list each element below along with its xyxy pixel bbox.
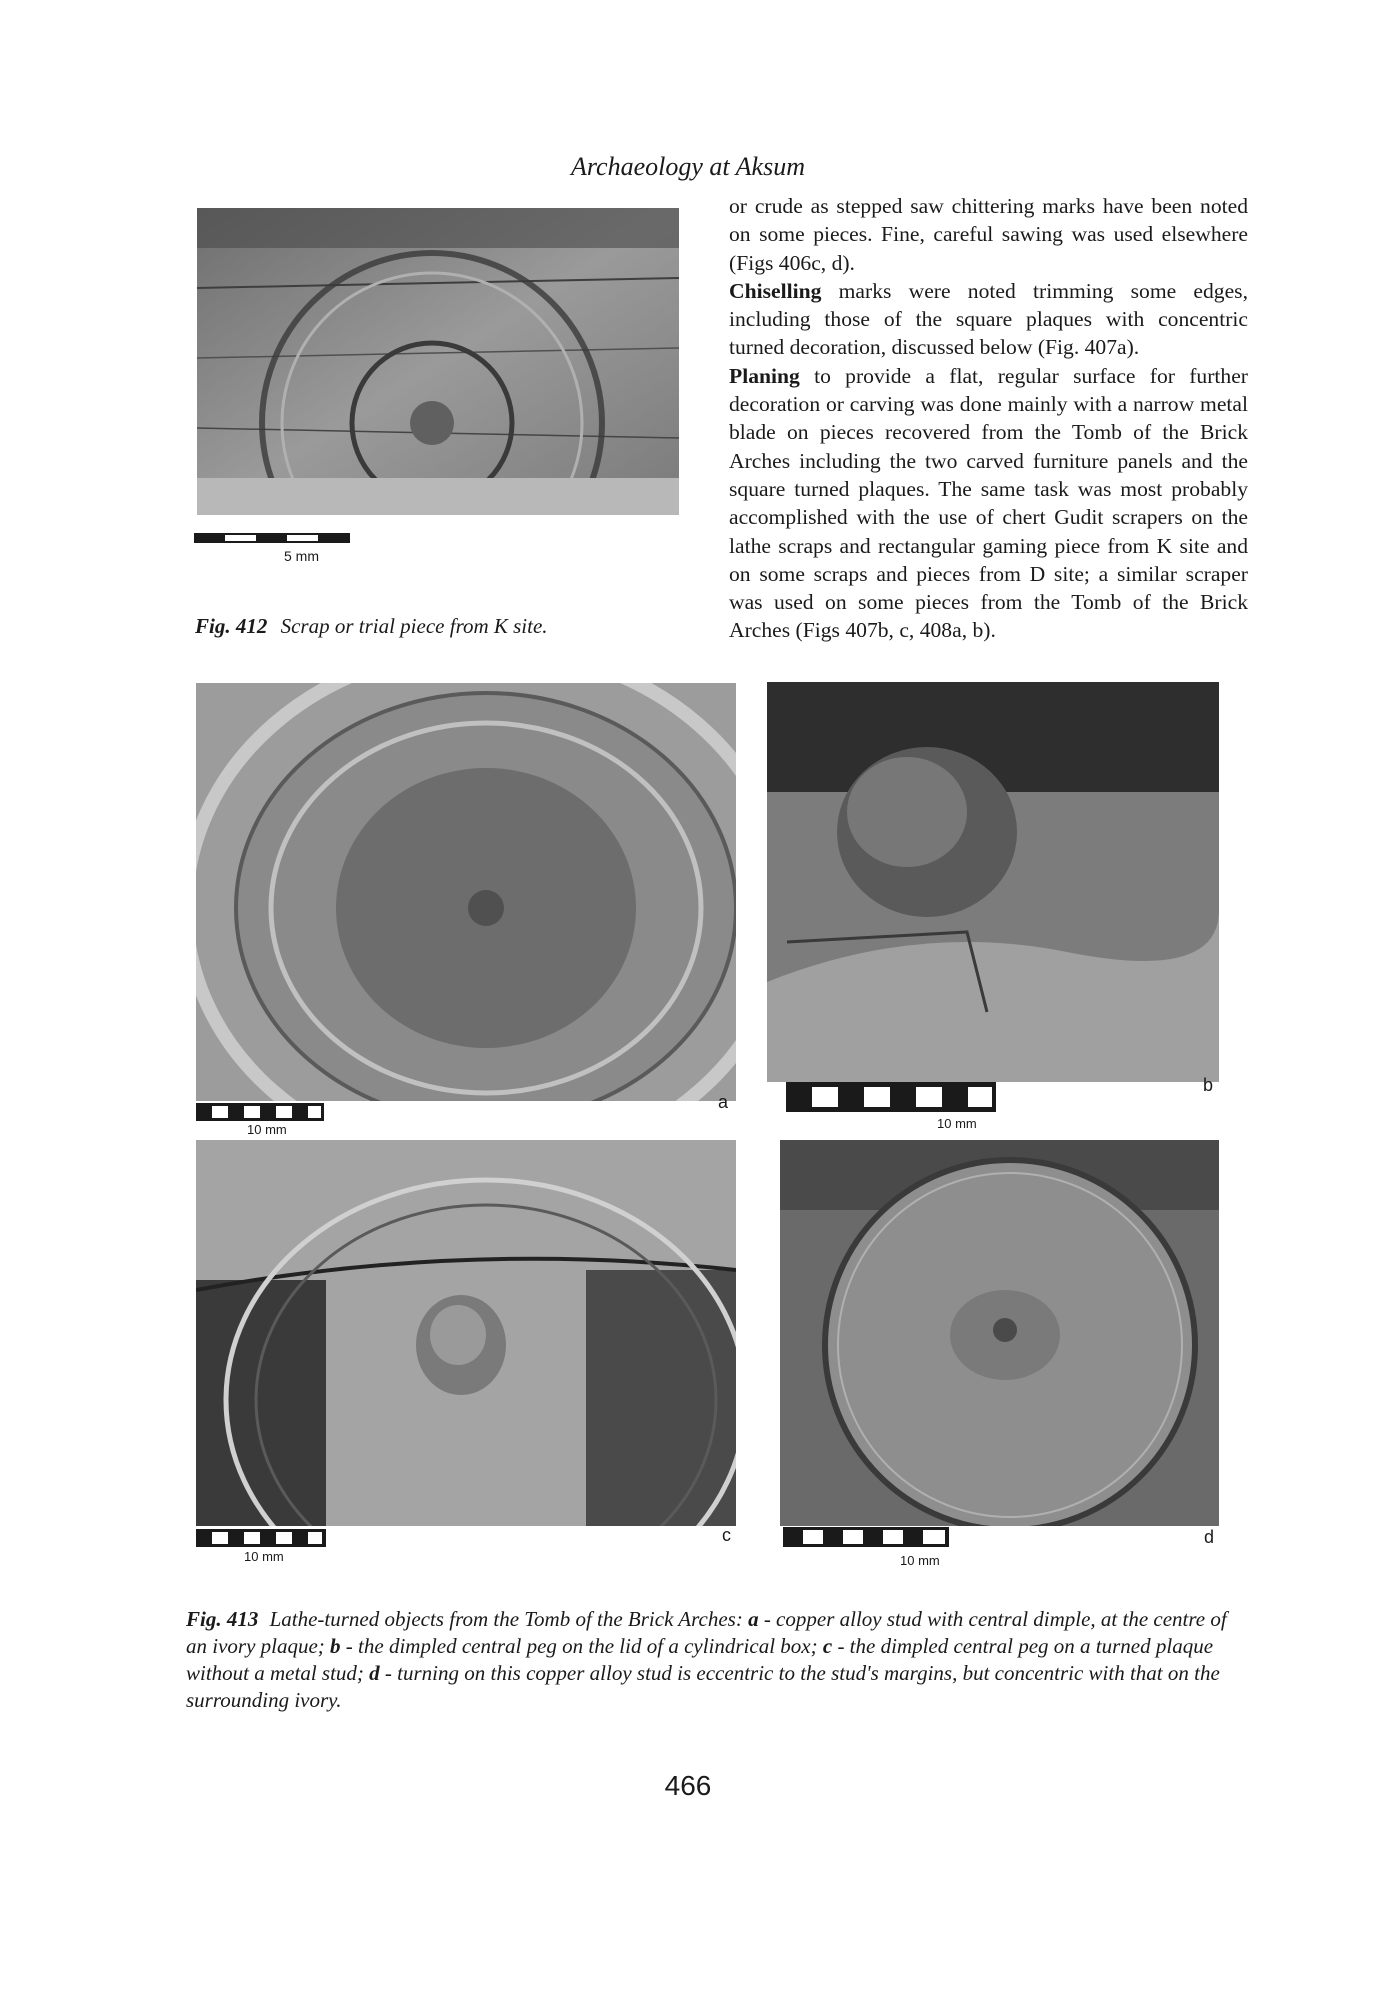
fig-413-d-scale-bar xyxy=(783,1527,949,1547)
chiselling-text: marks were noted trimming some edges, including those of the square plaques with concentric turned decoration, discussed below (Fig. 407a). xyxy=(729,278,1248,360)
fig-413-b-scale-label: 10 mm xyxy=(937,1116,977,1131)
fig-413-photo-d xyxy=(780,1140,1219,1526)
fig-413-panel-letter-d: d xyxy=(1204,1527,1215,1547)
caption-item-b: - the dimpled central peg on the lid of a cylindrical box; xyxy=(340,1634,823,1658)
fig-413-photo-b xyxy=(767,682,1219,1082)
fig-413-caption xyxy=(186,1606,1252,1714)
fig-413-photo-a xyxy=(196,683,736,1101)
caption-letter-c: c xyxy=(822,1634,833,1658)
fig-413-photo-c xyxy=(196,1140,736,1526)
fig-412-number: Fig. 412 xyxy=(195,614,268,638)
fig-412-photo xyxy=(197,208,679,515)
fig-413-panel-letter-a: a xyxy=(718,1092,729,1112)
fig-413-a-scale-label: 10 mm xyxy=(247,1122,287,1137)
fig-413-c-scale-label: 10 mm xyxy=(244,1549,284,1564)
fig-413-panel-letter-c: c xyxy=(722,1525,731,1545)
fig-412-scale-bar xyxy=(194,533,350,543)
fig-412-scale-label: 5 mm xyxy=(284,548,319,564)
fig-413-a-scale-bar xyxy=(196,1103,324,1121)
body-paragraph-planing xyxy=(729,362,1248,645)
term-planing: Planing xyxy=(729,363,800,388)
body-paragraph-sawing: or crude as stepped saw chittering marks have been noted on some pieces. Fine, careful sawing was used elsewhere (Figs 406c, d). xyxy=(729,194,1248,275)
fig-412-caption-text: Scrap or trial piece from K site. xyxy=(280,614,548,638)
fig-413-b-scale-bar xyxy=(786,1082,996,1112)
fig-413-panel-letter-b: b xyxy=(1203,1075,1214,1095)
planing-text: to provide a flat, regular surface for further decoration or carving was done mainly with a narrow metal blade on pieces recovered from the Tomb of the Brick Arches including the two carved furniture panels and the square turned plaques. The same task was most probably accomplished with the use of chert Gudit scrapers on the lathe scraps and rectangular gaming piece from K site and on some scraps and pieces from D site; a similar scraper was used on some pieces from the Tomb of the Brick Arches (Figs 407b, c, 408a, b). xyxy=(729,363,1248,643)
caption-letter-d: d xyxy=(369,1661,380,1685)
caption-letter-b: b xyxy=(330,1634,341,1658)
term-chiselling: Chiselling xyxy=(729,278,822,303)
page-number: 466 xyxy=(664,1770,712,1801)
fig-413-d-scale-label: 10 mm xyxy=(900,1553,940,1568)
fig-412-caption xyxy=(195,614,548,639)
caption-item-c: - the dimpled central peg on a turned plaque without a metal stud; xyxy=(186,1634,1214,1685)
caption-item-a: - copper alloy stud with central dimple, at the centre of an ivory plaque; xyxy=(186,1607,1227,1658)
caption-letter-a: a xyxy=(748,1607,759,1631)
fig-413-caption-intro: Lathe-turned objects from the Tomb of the Brick Arches: xyxy=(269,1607,749,1631)
fig-413-c-scale-bar xyxy=(196,1529,326,1547)
running-head: Archaeology at Aksum xyxy=(571,152,805,181)
body-text xyxy=(729,192,1248,645)
fig-413-number: Fig. 413 xyxy=(186,1607,259,1631)
body-paragraph-chiselling xyxy=(729,277,1248,362)
caption-item-d: - turning on this copper alloy stud is eccentric to the stud's margins, but concentric with that on the surrounding ivory. xyxy=(186,1661,1220,1712)
